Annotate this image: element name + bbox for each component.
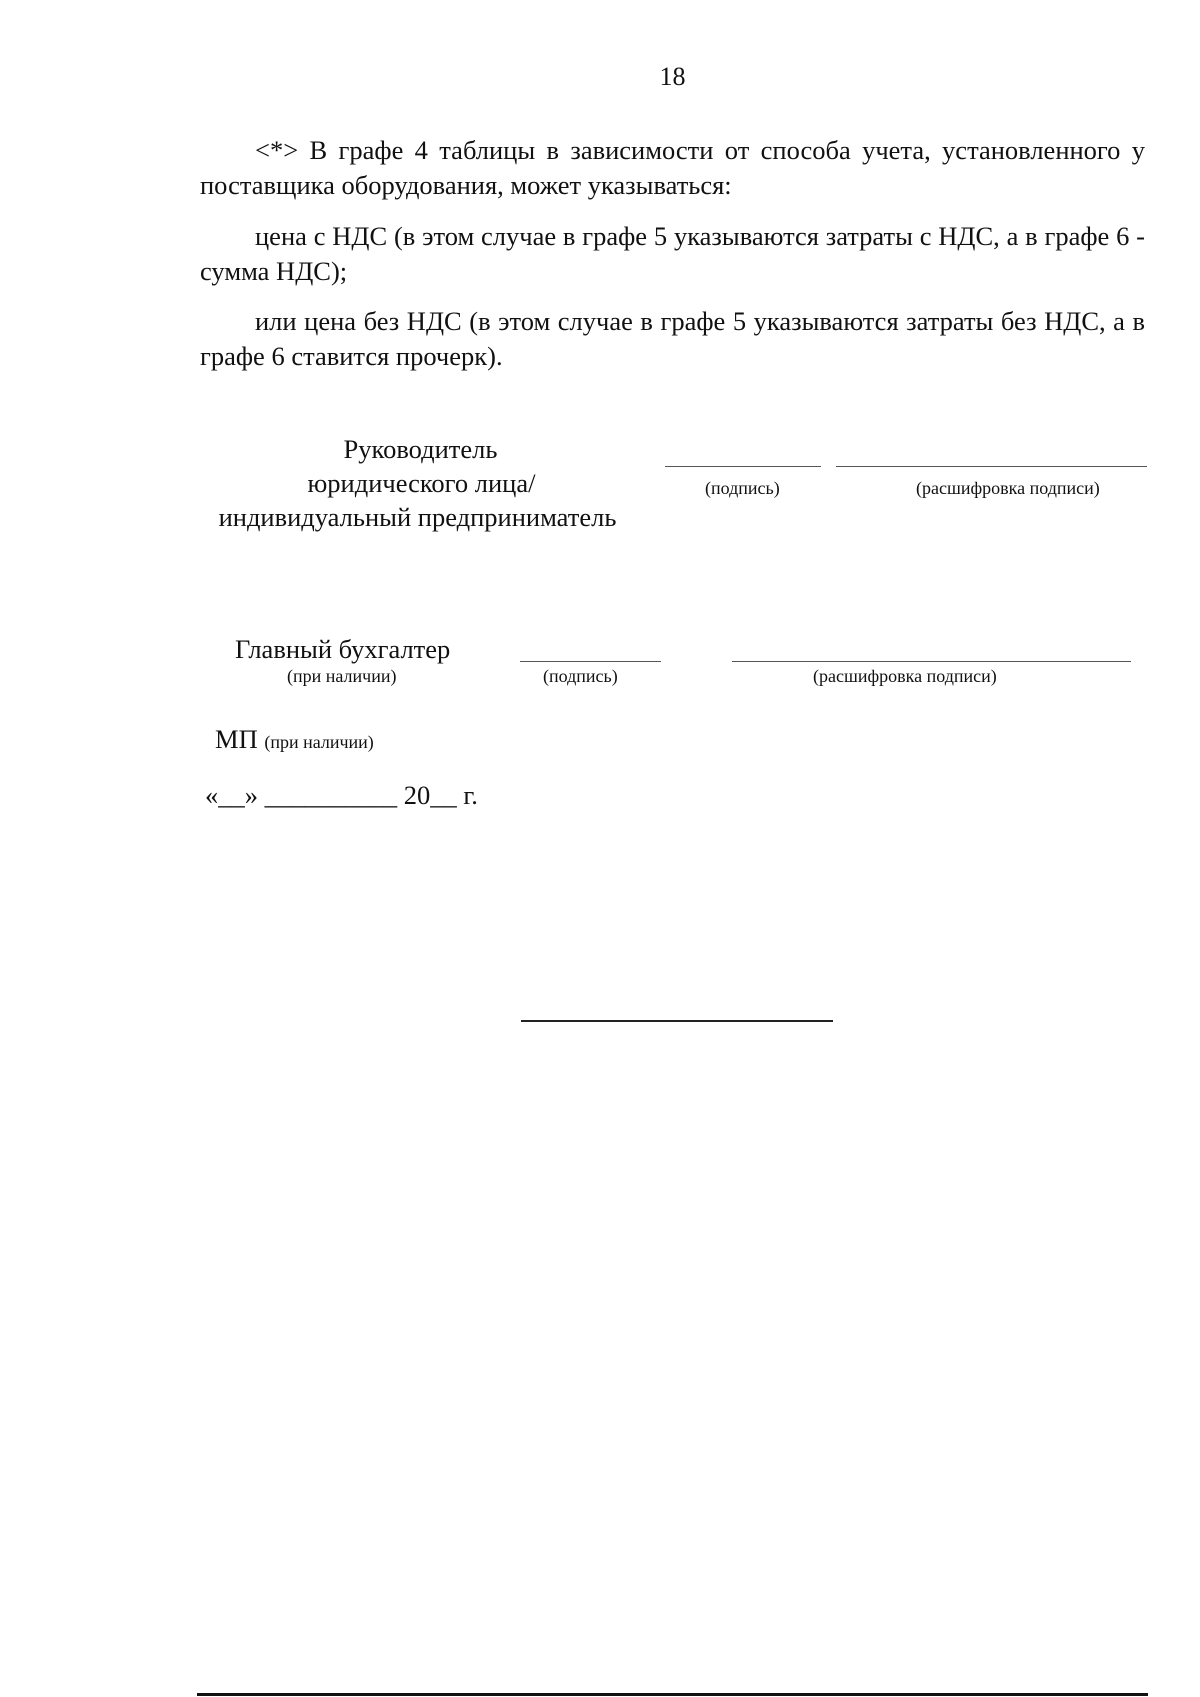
footnote-paragraph-1: <*> В графе 4 таблицы в зависимости от способа учета, установленного у поставщика оборудования, может указываться: [200,135,1145,200]
stamp-note: (при наличии) [264,732,374,752]
head-title-line-2: юридического лица/ [307,468,536,498]
head-decoding-caption: (расшифровка подписи) [916,478,1100,498]
accountant-signature-line [520,661,661,662]
footnote-paragraph-3: или цена без НДС (в этом случае в графе 5 указываются затраты без НДС, а в графе 6 ставится прочерк). [200,306,1145,371]
accountant-decoding-caption: (расшифровка подписи) [813,666,997,686]
accountant-title: Главный бухгалтер [235,634,451,664]
accountant-signature-caption: (подпись) [543,666,618,686]
accountant-note: (при наличии) [287,666,397,686]
footnote-paragraph-2: цена с НДС (в этом случае в графе 5 указываются затраты с НДС, а в графе 6 - сумма НДС); [200,221,1145,286]
head-signature-caption: (подпись) [705,478,780,498]
end-of-document-rule [521,1020,833,1022]
stamp-label: МП [215,724,258,754]
head-signatory-title [200,432,635,534]
stamp-place [215,722,374,759]
accountant-decoding-line [732,661,1131,662]
page-bottom-rule [197,1693,1148,1696]
head-title-line-1: Руководитель [343,434,498,464]
head-decoding-line [836,466,1147,467]
date-field: «__» __________ 20__ г. [205,780,478,810]
page-number: 18 [659,62,686,91]
head-title-line-3: индивидуальный предприниматель [218,502,617,532]
head-signature-line [665,466,821,467]
